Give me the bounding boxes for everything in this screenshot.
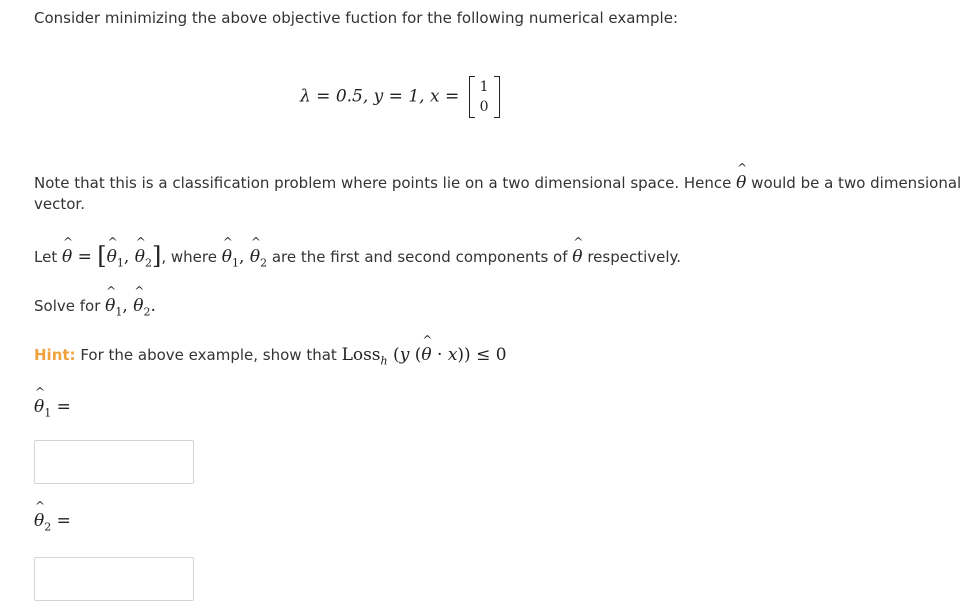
lambda-eq: λ = 0.5, — [300, 86, 369, 107]
hint-label: Hint: — [34, 346, 76, 364]
theta2-input[interactable] — [34, 557, 194, 601]
theta2-label: ^ $\theta_2$ = — [34, 511, 71, 533]
x-vector-entry-2: 0 — [479, 99, 489, 115]
let-definition: Let ^ θ = [^ $\theta_1$, ^ $\theta_2$], where ^ $\theta_1$, ^ $\theta_2$ are the first and second components of ^ θ respectively. — [34, 242, 681, 270]
x-eq: x = — [429, 86, 460, 107]
numerical-example — [300, 76, 500, 118]
x-vector — [469, 76, 500, 118]
theta1-label: ^ $\theta_1$ = — [34, 397, 71, 419]
intro-text: Consider minimizing the above objective fuction for the following numerical example: — [34, 9, 679, 27]
theta1-input[interactable] — [34, 440, 194, 484]
x-vector-entry-1: 1 — [479, 79, 489, 95]
y-eq: y = 1, — [373, 86, 425, 107]
note-line-1: Note that this is a classification problem where points lie on a two dimensional space. Hence ^ θ would be a two dimensional — [34, 173, 961, 193]
hint: Hint: For the above example, show that Loss$_h$ (y (^ θ · x)) ≤ 0 — [34, 345, 507, 367]
note-line-2: vector. — [34, 195, 85, 213]
solve-instruction: Solve for ^ $\theta_1$, ^ $\theta_2$. — [34, 296, 156, 318]
theta-hat-symbol: ^ θ — [736, 173, 746, 193]
